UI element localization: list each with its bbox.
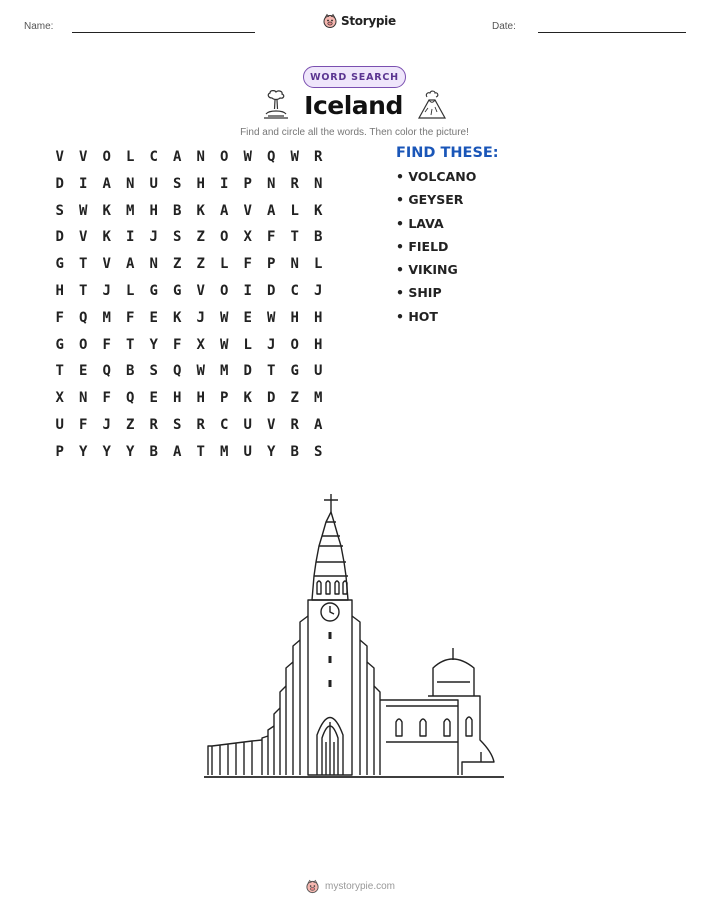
grid-letter[interactable]: W bbox=[220, 309, 229, 326]
grid-letter[interactable]: Q bbox=[126, 390, 135, 407]
grid-letter[interactable]: A bbox=[220, 202, 229, 219]
grid-letter[interactable]: Z bbox=[196, 229, 205, 246]
grid-letter[interactable]: A bbox=[173, 149, 182, 165]
grid-letter[interactable]: O bbox=[220, 282, 229, 299]
grid-letter[interactable]: D bbox=[267, 282, 276, 299]
grid-letter[interactable]: J bbox=[102, 416, 111, 433]
grid-letter[interactable]: K bbox=[173, 309, 182, 326]
grid-letter[interactable]: O bbox=[79, 336, 88, 353]
grid-letter[interactable]: I bbox=[243, 282, 252, 299]
footer-url[interactable]: mystorypie.com bbox=[325, 881, 396, 892]
grid-letter[interactable]: E bbox=[149, 309, 158, 326]
grid-letter[interactable]: H bbox=[149, 202, 158, 219]
grid-letter[interactable]: A bbox=[314, 416, 323, 433]
grid-letter[interactable]: H bbox=[55, 282, 64, 299]
grid-letter[interactable]: K bbox=[314, 202, 323, 219]
grid-letter[interactable]: U bbox=[314, 363, 323, 380]
grid-letter[interactable]: A bbox=[173, 443, 182, 460]
grid-letter[interactable]: C bbox=[290, 282, 299, 299]
grid-letter[interactable]: B bbox=[126, 363, 135, 380]
grid-letter[interactable]: O bbox=[290, 336, 299, 353]
instructions: Find and circle all the words. Then color the picture! bbox=[240, 127, 469, 138]
word-list-item: • VIKING bbox=[396, 262, 458, 278]
grid-letter[interactable]: H bbox=[173, 390, 182, 407]
grid-letter[interactable]: T bbox=[79, 282, 88, 299]
grid-letter[interactable]: Y bbox=[79, 443, 88, 460]
grid-letter[interactable]: V bbox=[267, 416, 276, 433]
word-list-item: • LAVA bbox=[396, 215, 444, 231]
badge-label: WORD SEARCH bbox=[310, 71, 399, 83]
grid-letter[interactable]: P bbox=[267, 256, 276, 273]
grid-letter[interactable]: M bbox=[220, 443, 229, 460]
grid-letter[interactable]: N bbox=[267, 175, 276, 192]
grid-letter[interactable]: C bbox=[220, 416, 229, 433]
grid-letter[interactable]: I bbox=[126, 229, 135, 246]
grid-letter[interactable]: F bbox=[79, 416, 88, 433]
grid-letter[interactable]: E bbox=[149, 390, 158, 407]
grid-letter[interactable]: Y bbox=[102, 443, 111, 460]
grid-letter[interactable]: L bbox=[243, 336, 252, 353]
word-search-badge bbox=[303, 66, 406, 88]
grid-letter[interactable]: V bbox=[243, 202, 252, 219]
grid-letter[interactable]: R bbox=[290, 416, 299, 433]
grid-letter[interactable]: Z bbox=[290, 390, 299, 407]
word-search-grid[interactable] bbox=[48, 148, 330, 470]
grid-letter[interactable]: D bbox=[55, 229, 64, 246]
grid-letter[interactable]: G bbox=[55, 336, 64, 353]
grid-letter[interactable]: F bbox=[55, 309, 64, 326]
grid-letter[interactable]: L bbox=[220, 256, 229, 273]
grid-letter[interactable]: G bbox=[149, 282, 158, 299]
grid-letter[interactable]: Y bbox=[126, 443, 135, 460]
grid-letter[interactable]: H bbox=[314, 336, 323, 353]
grid-letter[interactable]: K bbox=[102, 202, 111, 219]
word-list-item: • SHIP bbox=[396, 285, 442, 301]
grid-letter[interactable]: A bbox=[267, 202, 276, 219]
grid-letter[interactable]: H bbox=[196, 175, 205, 192]
grid-letter[interactable]: U bbox=[243, 443, 252, 460]
grid-letter[interactable]: J bbox=[102, 282, 111, 299]
grid-letter[interactable]: T bbox=[79, 256, 88, 273]
grid-letter[interactable]: D bbox=[267, 390, 276, 407]
word-list-item: • FIELD bbox=[396, 238, 449, 254]
grid-letter[interactable]: K bbox=[102, 229, 111, 246]
grid-letter[interactable]: F bbox=[267, 229, 276, 246]
grid-letter[interactable]: S bbox=[173, 229, 182, 246]
grid-letter[interactable]: H bbox=[196, 390, 205, 407]
grid-letter[interactable]: B bbox=[314, 229, 323, 246]
grid-letter[interactable]: P bbox=[220, 390, 229, 407]
grid-letter[interactable]: P bbox=[55, 443, 64, 460]
grid-letter[interactable]: Q bbox=[102, 363, 111, 380]
name-label: Name: bbox=[24, 21, 54, 32]
grid-letter[interactable]: G bbox=[55, 256, 64, 273]
grid-letter[interactable]: Y bbox=[149, 336, 158, 353]
grid-letter[interactable]: D bbox=[243, 363, 252, 380]
grid-letter[interactable]: M bbox=[126, 202, 135, 219]
grid-letter[interactable]: R bbox=[149, 416, 158, 433]
grid-letter[interactable]: W bbox=[267, 309, 276, 326]
grid-letter[interactable]: M bbox=[314, 390, 323, 407]
grid-letter[interactable]: N bbox=[126, 175, 135, 192]
grid-letter[interactable]: S bbox=[173, 416, 182, 433]
grid-letter[interactable]: J bbox=[149, 229, 158, 246]
grid-letter[interactable]: I bbox=[220, 175, 229, 192]
grid-letter[interactable]: H bbox=[314, 309, 323, 326]
grid-letter[interactable]: F bbox=[126, 309, 135, 326]
grid-letter[interactable]: C bbox=[149, 149, 158, 165]
grid-letter[interactable]: A bbox=[102, 175, 111, 192]
grid-letter[interactable]: F bbox=[102, 390, 111, 407]
grid-letter[interactable]: A bbox=[126, 256, 135, 273]
name-line[interactable] bbox=[72, 32, 255, 33]
grid-letter[interactable]: D bbox=[55, 175, 64, 192]
grid-letter[interactable]: F bbox=[102, 336, 111, 353]
grid-letter[interactable]: B bbox=[149, 443, 158, 460]
grid-letter[interactable]: F bbox=[173, 336, 182, 353]
date-line[interactable] bbox=[538, 32, 686, 33]
grid-letter[interactable]: G bbox=[290, 363, 299, 380]
grid-letter[interactable]: W bbox=[79, 202, 88, 219]
grid-letter[interactable]: Z bbox=[173, 256, 182, 273]
find-title: FIND THESE: bbox=[396, 145, 499, 161]
grid-letter[interactable]: M bbox=[102, 309, 111, 326]
grid-letter[interactable]: T bbox=[290, 229, 299, 246]
volcano-icon bbox=[417, 90, 447, 120]
grid-letter[interactable]: T bbox=[196, 443, 205, 460]
grid-letter[interactable]: Q bbox=[267, 149, 276, 165]
grid-letter[interactable]: N bbox=[290, 256, 299, 273]
geyser-icon bbox=[262, 90, 290, 120]
grid-letter[interactable]: O bbox=[220, 149, 229, 165]
grid-letter[interactable]: R bbox=[314, 149, 323, 165]
date-label: Date: bbox=[492, 21, 516, 32]
grid-letter[interactable]: W bbox=[290, 149, 299, 165]
grid-letter[interactable]: Z bbox=[126, 416, 135, 433]
grid-letter[interactable]: S bbox=[314, 443, 323, 460]
grid-letter[interactable]: Q bbox=[173, 363, 182, 380]
grid-letter[interactable]: N bbox=[79, 390, 88, 407]
word-list bbox=[396, 169, 499, 332]
grid-letter[interactable]: T bbox=[267, 363, 276, 380]
grid-letter[interactable]: K bbox=[196, 202, 205, 219]
grid-letter[interactable]: V bbox=[196, 282, 205, 299]
grid-letter[interactable]: X bbox=[55, 390, 64, 407]
grid-letter[interactable]: W bbox=[243, 149, 252, 165]
grid-letter[interactable]: W bbox=[220, 336, 229, 353]
grid-letter[interactable]: U bbox=[55, 416, 64, 433]
grid-letter[interactable]: O bbox=[102, 149, 111, 165]
grid-letter[interactable]: L bbox=[290, 202, 299, 219]
grid-letter[interactable]: J bbox=[196, 309, 205, 326]
word-list-item: • HOT bbox=[396, 308, 438, 324]
grid-letter[interactable]: P bbox=[243, 175, 252, 192]
grid-letter[interactable]: L bbox=[126, 149, 135, 165]
pig-mascot-icon bbox=[305, 879, 320, 894]
grid-letter[interactable]: E bbox=[243, 309, 252, 326]
grid-letter[interactable]: H bbox=[290, 309, 299, 326]
grid-letter[interactable]: J bbox=[314, 282, 323, 299]
title-row bbox=[0, 90, 709, 120]
grid-letter[interactable]: V bbox=[79, 229, 88, 246]
grid-letter[interactable]: I bbox=[79, 175, 88, 192]
grid-letter[interactable]: T bbox=[126, 336, 135, 353]
grid-letter[interactable]: J bbox=[267, 336, 276, 353]
grid-letter[interactable]: S bbox=[55, 202, 64, 219]
grid-letter[interactable]: Y bbox=[267, 443, 276, 460]
grid-letter[interactable]: W bbox=[196, 363, 205, 380]
grid-letter[interactable]: B bbox=[173, 202, 182, 219]
grid-letter[interactable]: V bbox=[55, 149, 64, 165]
grid-letter[interactable]: V bbox=[102, 256, 111, 273]
grid-letter[interactable]: M bbox=[220, 363, 229, 380]
word-list-item: • VOLCANO bbox=[396, 169, 477, 184]
brand-name: Storypie bbox=[341, 14, 396, 28]
church-illustration bbox=[200, 490, 510, 785]
grid-letter[interactable]: Z bbox=[196, 256, 205, 273]
word-list-item: • GEYSER bbox=[396, 192, 464, 208]
grid-letter[interactable]: F bbox=[243, 256, 252, 273]
grid-letter[interactable]: X bbox=[243, 229, 252, 246]
grid-letter[interactable]: O bbox=[220, 229, 229, 246]
grid-letter[interactable]: X bbox=[196, 336, 205, 353]
grid-letter[interactable]: B bbox=[290, 443, 299, 460]
brand-logo bbox=[322, 13, 396, 29]
grid-letter[interactable]: V bbox=[79, 149, 88, 165]
grid-letter[interactable]: U bbox=[149, 175, 158, 192]
grid-letter[interactable]: N bbox=[149, 256, 158, 273]
pig-mascot-icon bbox=[322, 13, 338, 29]
footer bbox=[305, 879, 395, 894]
grid-letter[interactable]: U bbox=[243, 416, 252, 433]
grid-letter[interactable]: S bbox=[149, 363, 158, 380]
grid-letter[interactable]: R bbox=[290, 175, 299, 192]
find-these-panel bbox=[396, 145, 499, 332]
grid-letter[interactable]: K bbox=[243, 390, 252, 407]
grid-letter[interactable]: L bbox=[314, 256, 323, 273]
page-title: Iceland bbox=[304, 90, 403, 120]
grid-letter[interactable]: R bbox=[196, 416, 205, 433]
grid-letter[interactable]: Q bbox=[79, 309, 88, 326]
grid-letter[interactable]: G bbox=[173, 282, 182, 299]
grid-letter[interactable]: L bbox=[126, 282, 135, 299]
grid-letter[interactable]: N bbox=[196, 149, 205, 165]
grid-letter[interactable]: N bbox=[314, 175, 323, 192]
grid-letter[interactable]: E bbox=[79, 363, 88, 380]
grid-letter[interactable]: T bbox=[55, 363, 64, 380]
grid-letter[interactable]: S bbox=[173, 175, 182, 192]
